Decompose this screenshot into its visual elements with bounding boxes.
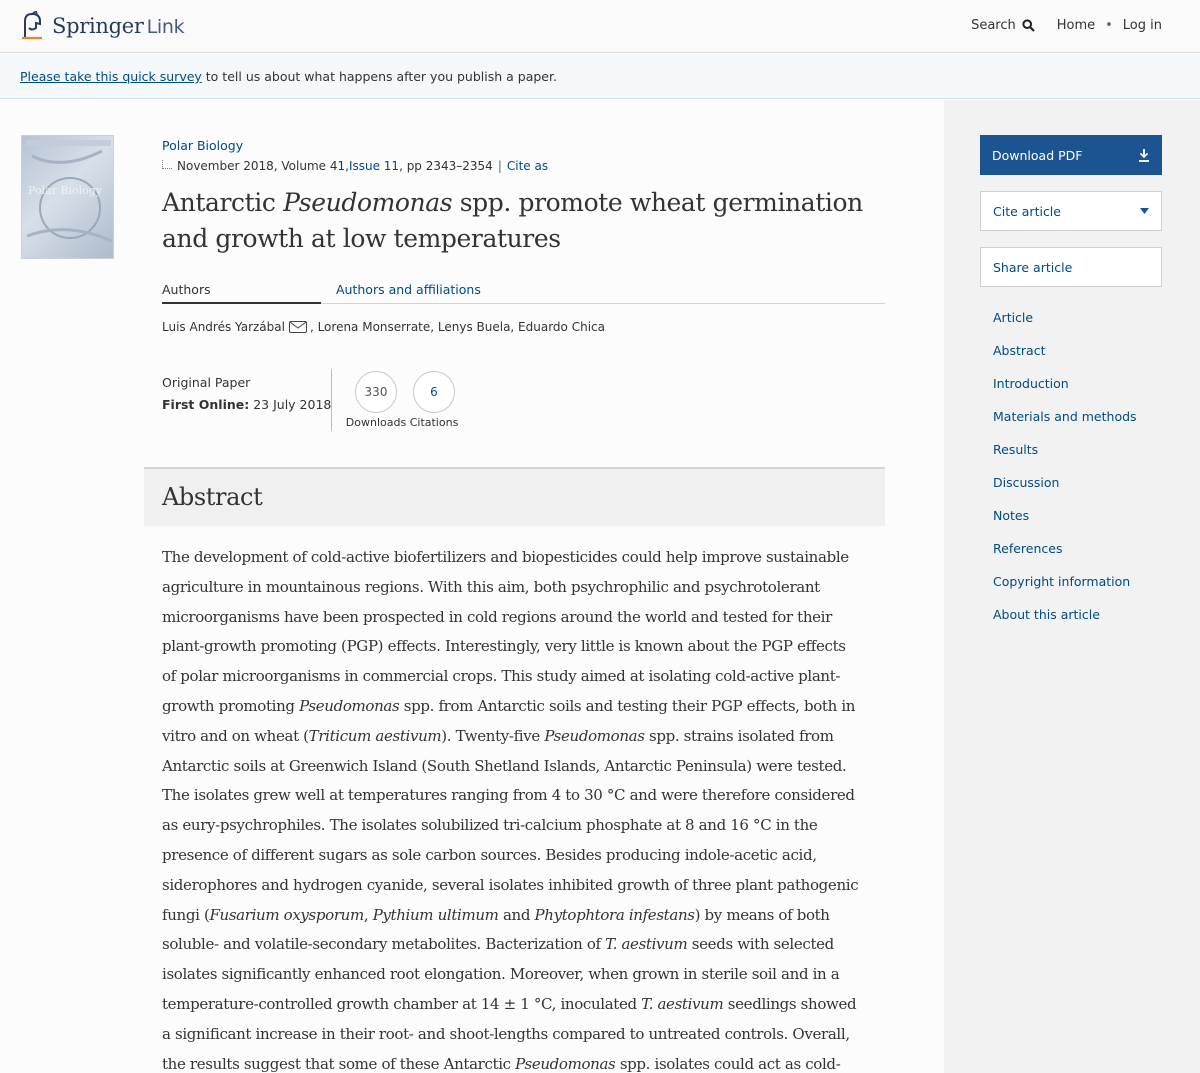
share-article-button[interactable] (980, 247, 1162, 287)
abstract-line (162, 573, 885, 603)
downloads-count: 330 (355, 371, 397, 413)
title-part-2: spp. promote wheat germination and growth at low temperatures (162, 188, 863, 253)
issue-link[interactable]: Issue 11 (348, 159, 400, 173)
abstract-text: spp. from Antarctic soils and testing their PGP effects, both in (399, 696, 856, 715)
first-online-label: First Online: (162, 397, 250, 412)
abstract-line (162, 603, 885, 633)
cover-title: Polar Biology (28, 184, 103, 197)
abstract-line (162, 841, 885, 871)
brand-sub: Link (146, 16, 185, 38)
abstract-text: agriculture in mountainous regions. With this aim, both psychrophilic and psychrotolerant (162, 577, 820, 596)
abstract-text: ) by means of both (694, 905, 830, 924)
abstract-line (162, 871, 885, 901)
abstract-line (162, 990, 885, 1020)
survey-link[interactable]: Please take this quick survey (20, 69, 202, 84)
toc-item-abstract[interactable]: Abstract (993, 343, 1046, 358)
abstract-text: siderophores and hydrogen cyanide, several isolates inhibited growth of three plant pathogenic (162, 875, 859, 894)
site-header (0, 0, 1200, 53)
abstract-text: vitro and on wheat ( (162, 726, 309, 745)
search-label: Search (971, 18, 1016, 33)
author-list (162, 320, 605, 334)
meta-divider (331, 369, 332, 431)
springer-horse-icon (20, 11, 46, 41)
issue-info (162, 159, 548, 173)
downloads-label: Downloads (345, 416, 407, 429)
abstract-line (162, 662, 885, 692)
abstract-italic-term: Pseudomonas (515, 1054, 616, 1073)
email-icon[interactable] (289, 321, 307, 333)
abstract-text: The isolates grew well at temperatures ranging from 4 to 30 °C and were therefore considered (162, 786, 855, 805)
brand-main: Springer (52, 14, 144, 38)
abstract-line (162, 632, 885, 662)
header-nav (971, 18, 1162, 33)
other-authors: , Lorena Monserrate, Lenys Buela, Eduardo Chica (309, 320, 605, 334)
caret-down-icon (1140, 208, 1149, 214)
abstract-body (162, 543, 885, 1073)
abstract-italic-term: Phytophtora infestans (534, 905, 695, 924)
abstract-text: The development of cold-active biofertilizers and biopesticides could help improve sustainable (162, 548, 849, 566)
tree-connector (162, 160, 172, 169)
toc-item-results[interactable]: Results (993, 442, 1039, 457)
downloads-metric (344, 371, 408, 429)
abstract-text: Antarctic soils at Greenwich Island (South Shetland Islands, Antarctic Peninsula) were tested. (162, 756, 847, 775)
download-pdf-label: Download PDF (992, 147, 1083, 163)
abstract-line (162, 901, 885, 931)
journal-cover[interactable] (21, 135, 114, 259)
abstract-heading: Abstract (162, 483, 263, 511)
search-button[interactable] (971, 18, 1035, 33)
first-online-date: 23 July 2018 (249, 397, 332, 412)
cite-article-label: Cite article (993, 203, 1061, 219)
toc-item-references[interactable]: References (993, 541, 1063, 556)
cite-article-button[interactable] (980, 191, 1162, 231)
abstract-line (162, 1050, 885, 1073)
abstract-italic-term: Fusarium oxysporum (209, 905, 364, 924)
issue-date: November 2018, Volume 41, (177, 159, 349, 173)
first-online (162, 394, 331, 416)
page-range: , pp 2343–2354 (399, 159, 493, 173)
abstract-italic-term: T. aestivum (605, 935, 688, 954)
springerlink-logo[interactable] (20, 11, 184, 41)
survey-text: to tell us about what happens after you publish a paper. (201, 69, 557, 84)
abstract-italic-term: Pseudomonas (544, 726, 645, 745)
abstract-text: a significant increase in their root- and shoot-lengths compared to untreated controls. Overall, (162, 1024, 850, 1043)
toc-item-materials-and-methods[interactable]: Materials and methods (993, 409, 1137, 424)
abstract-line (162, 692, 885, 722)
abstract-text: microorganisms have been prospected in cold regions around the world and tested for their (162, 607, 832, 626)
download-pdf-button[interactable] (980, 135, 1162, 175)
abstract-text: fungi ( (162, 905, 210, 924)
paper-type: Original Paper (162, 375, 251, 390)
author-tabs (162, 282, 885, 304)
abstract-text: spp. strains isolated from (644, 726, 834, 745)
download-icon (1138, 148, 1150, 162)
survey-banner (0, 54, 1200, 99)
article-meta (162, 372, 331, 416)
login-link[interactable]: Log in (1122, 18, 1162, 33)
abstract-text: seedlings showed (723, 994, 857, 1013)
first-author[interactable]: Luis Andrés Yarzábal (162, 320, 285, 334)
cover-artwork (22, 136, 114, 259)
nav-separator: • (1105, 18, 1113, 33)
abstract-italic-term: Triticum aestivum (308, 726, 442, 745)
issue-separator: | (497, 159, 502, 173)
abstract-text: isolates significantly enhanced root elongation. Moreover, when grown in sterile soil and in a (162, 965, 840, 984)
abstract-italic-term: Pythium ultimum (372, 905, 499, 924)
abstract-text: temperature-controlled growth chamber at 14 ± 1 °C, inoculated (162, 994, 642, 1013)
title-italic: Pseudomonas (283, 188, 453, 217)
tab-authors[interactable]: Authors (162, 282, 321, 304)
toc-item-about-this-article[interactable]: About this article (993, 607, 1100, 622)
toc-item-introduction[interactable]: Introduction (993, 376, 1069, 391)
toc-item-discussion[interactable]: Discussion (993, 475, 1060, 490)
abstract-section-header (144, 467, 885, 526)
tab-authors-affiliations[interactable]: Authors and affiliations (336, 282, 481, 297)
toc-item-copyright-information[interactable]: Copyright information (993, 574, 1131, 589)
abstract-line (162, 781, 885, 811)
toc-item-article[interactable]: Article (993, 310, 1034, 325)
abstract-text: as eury-psychrophiles. The isolates solubilized tri-calcium phosphate at 8 and 16 °C in the (162, 816, 818, 835)
abstract-text: the results suggest that some of these Antarctic (162, 1054, 516, 1073)
abstract-text: spp. isolates could act as cold- (615, 1054, 841, 1073)
abstract-text: soluble- and volatile-secondary metabolites. Bacterization of (162, 935, 606, 954)
abstract-text: ). Twenty-five (441, 726, 545, 745)
abstract-line (162, 543, 885, 573)
home-link[interactable]: Home (1056, 18, 1096, 33)
cite-as-link[interactable]: Cite as (506, 159, 549, 173)
table-of-contents (993, 310, 1137, 640)
abstract-line (162, 930, 885, 960)
search-icon (1022, 19, 1035, 32)
abstract-text: presence of different sugars as sole carbon sources. Besides producing indole-acetic acid, (162, 845, 817, 864)
abstract-text: and (498, 905, 535, 924)
abstract-line (162, 722, 885, 752)
abstract-text: plant-growth promoting (PGP) effects. Interestingly, very little is known about the PGP effects (162, 637, 846, 656)
toc-item-notes[interactable]: Notes (993, 508, 1030, 523)
journal-link[interactable]: Polar Biology (162, 138, 244, 153)
abstract-text: growth promoting (162, 696, 300, 715)
citations-count[interactable]: 6 (413, 371, 455, 413)
abstract-text: of polar microorganisms in commercial crops. This study aimed at isolating cold-active plant- (162, 667, 841, 686)
abstract-italic-term: T. aestivum (641, 994, 724, 1013)
abstract-italic-term: Pseudomonas (299, 696, 400, 715)
abstract-line (162, 1020, 885, 1050)
abstract-text: , (363, 905, 373, 924)
abstract-line (162, 811, 885, 841)
abstract-line (162, 752, 885, 782)
citations-metric[interactable] (406, 371, 462, 429)
citations-label: Citations (409, 416, 459, 429)
title-part-1: Antarctic (162, 188, 284, 217)
abstract-line (162, 960, 885, 990)
sidebar (944, 100, 1200, 1073)
share-article-label: Share article (993, 259, 1073, 275)
abstract-text: seeds with selected (687, 935, 834, 954)
article-title (162, 185, 892, 257)
